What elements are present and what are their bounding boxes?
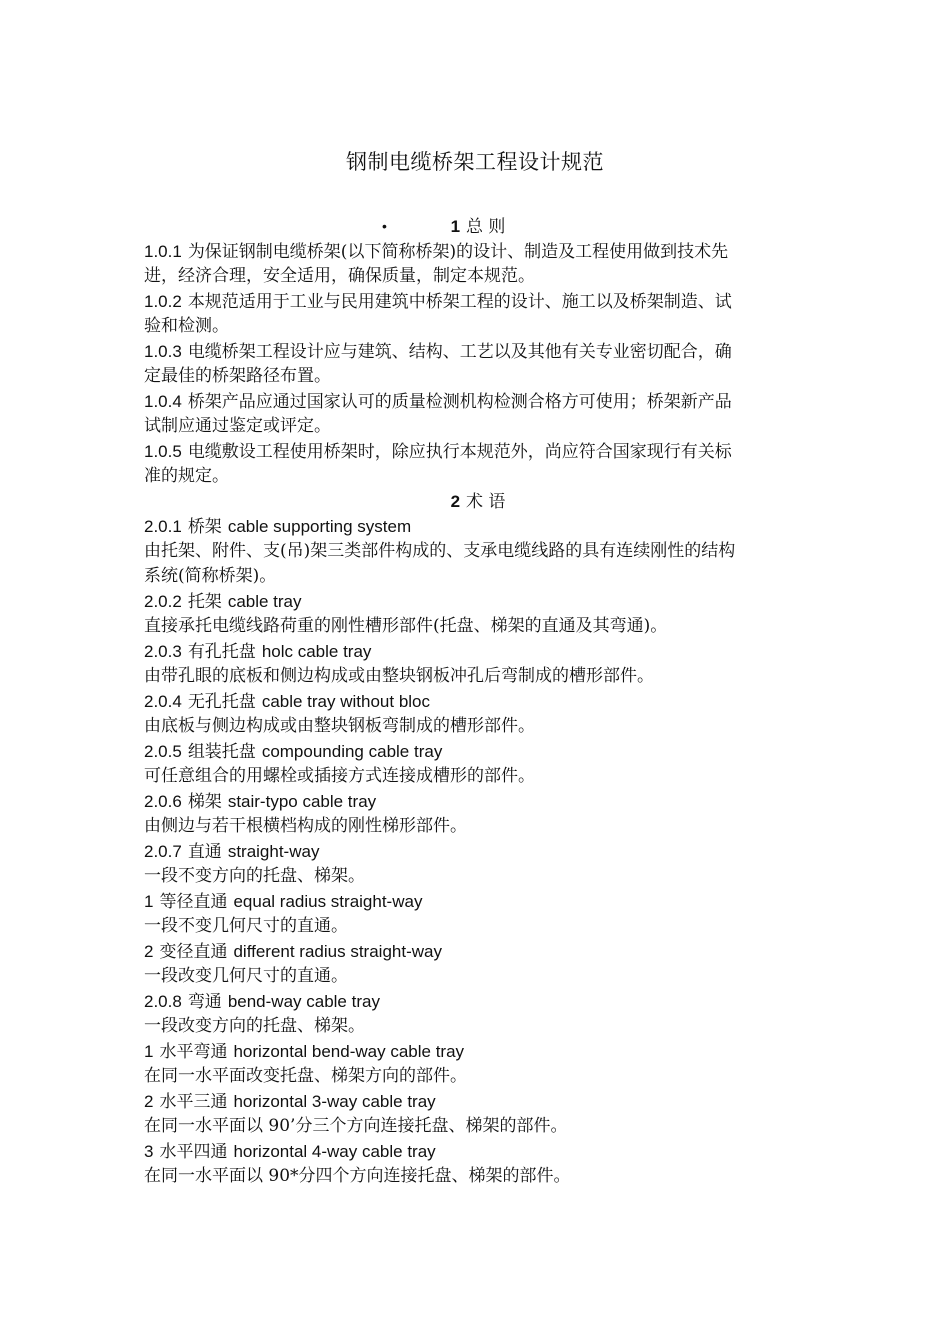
term-number: 2.0.5 xyxy=(144,742,182,761)
definition-line xyxy=(144,914,812,939)
term-chinese: 托架 xyxy=(187,592,222,612)
term-chinese: 水平弯通 xyxy=(159,1042,228,1062)
definition-text: 可任意组合的用螺栓或插接方式连接成槽形的部件。 xyxy=(144,766,535,786)
term-english: cable tray without bloc xyxy=(261,692,431,711)
term-chinese: 梯架 xyxy=(187,792,222,812)
clause-line xyxy=(144,314,812,339)
clause-text: 准的规定。 xyxy=(144,466,229,486)
definition-line xyxy=(144,964,812,989)
definition-line xyxy=(144,664,812,689)
term-chinese: 组装托盘 xyxy=(187,742,256,762)
clause-line xyxy=(144,439,812,464)
definition-text: 一段改变几何尺寸的直通。 xyxy=(144,966,348,986)
clause-text: 电缆敷设工程使用桥架时，除应执行本规范外，尚应符合国家现行有关标 xyxy=(187,442,732,462)
term-chinese: 等径直通 xyxy=(159,892,228,912)
term-english: cable tray xyxy=(227,592,302,611)
term-english: horizontal 3-way cable tray xyxy=(233,1092,436,1111)
clause-number: 1.0.3 xyxy=(144,342,182,361)
term-number: 2.0.7 xyxy=(144,842,182,861)
definition-text: 由托架、附件、支(吊)架三类部件构成的、支承电缆线路的具有连续刚性的结构 xyxy=(144,541,736,561)
clause-line xyxy=(144,364,812,389)
clause-number: 1.0.1 xyxy=(144,242,182,261)
term-number: 2 xyxy=(144,1092,154,1111)
term-chinese: 弯通 xyxy=(187,992,222,1012)
section-heading-2 xyxy=(144,489,812,514)
definition-line xyxy=(144,614,812,639)
term-english: equal radius straight-way xyxy=(233,892,423,911)
clause-number: 1.0.2 xyxy=(144,292,182,311)
term-line xyxy=(144,589,812,614)
section-number: 2 xyxy=(450,492,461,511)
section-1-clauses xyxy=(144,239,812,489)
definition-text: 由底板与侧边构成或由整块钢板弯制成的槽形部件。 xyxy=(144,716,535,736)
section-heading-1 xyxy=(144,214,812,239)
term-chinese: 有孔托盘 xyxy=(187,642,256,662)
clause-text: 为保证钢制电缆桥架(以下简称桥架)的设计、制造及工程使用做到技术先 xyxy=(187,242,729,262)
term-line xyxy=(144,639,812,664)
clause-number: 1.0.4 xyxy=(144,392,182,411)
definition-line xyxy=(144,1114,812,1139)
term-number: 2.0.4 xyxy=(144,692,182,711)
definition-text: 在同一水平面改变托盘、梯架方向的部件。 xyxy=(144,1066,467,1086)
clause-line xyxy=(144,414,812,439)
definition-line xyxy=(144,564,812,589)
term-line xyxy=(144,1139,812,1164)
term-line xyxy=(144,989,812,1014)
section-title: 术 语 xyxy=(466,492,506,512)
term-english: holc cable tray xyxy=(261,642,372,661)
clause-line xyxy=(144,239,812,264)
definition-text: 由带孔眼的底板和侧边构成或由整块钢板冲孔后弯制成的槽形部件。 xyxy=(144,666,654,686)
term-chinese: 桥架 xyxy=(187,517,222,537)
term-english: stair-typo cable tray xyxy=(227,792,377,811)
term-line xyxy=(144,514,812,539)
term-english: cable supporting system xyxy=(227,517,412,536)
definition-text: 由侧边与若干根横档构成的刚性梯形部件。 xyxy=(144,816,467,836)
term-number: 2.0.3 xyxy=(144,642,182,661)
term-line xyxy=(144,689,812,714)
definition-text: 一段改变方向的托盘、梯架。 xyxy=(144,1016,365,1036)
definition-text: 在同一水平面以 90’分三个方向连接托盘、梯架的部件。 xyxy=(144,1116,568,1136)
clause-text: 试制应通过鉴定或评定。 xyxy=(144,416,331,436)
section-2-terms xyxy=(144,514,812,1189)
clause-line xyxy=(144,464,812,489)
definition-text: 在同一水平面以 90*分四个方向连接托盘、梯架的部件。 xyxy=(144,1166,571,1186)
term-line xyxy=(144,789,812,814)
definition-line xyxy=(144,764,812,789)
clause-line xyxy=(144,339,812,364)
clause-text: 验和检测。 xyxy=(144,316,229,336)
term-number: 2 xyxy=(144,942,154,961)
term-number: 2.0.8 xyxy=(144,992,182,1011)
clause-text: 桥架产品应通过国家认可的质量检测机构检测合格方可使用；桥架新产品 xyxy=(187,392,732,412)
term-number: 2.0.2 xyxy=(144,592,182,611)
clause-text: 电缆桥架工程设计应与建筑、结构、工艺以及其他有关专业密切配合，确 xyxy=(187,342,732,362)
term-line xyxy=(144,889,812,914)
definition-line xyxy=(144,1014,812,1039)
definition-line xyxy=(144,814,812,839)
term-chinese: 直通 xyxy=(187,842,222,862)
term-english: horizontal 4-way cable tray xyxy=(233,1142,436,1161)
term-chinese: 变径直通 xyxy=(159,942,228,962)
definition-line xyxy=(144,1164,812,1189)
term-line xyxy=(144,739,812,764)
term-english: straight-way xyxy=(227,842,320,861)
term-line xyxy=(144,839,812,864)
term-number: 1 xyxy=(144,1042,154,1061)
term-line xyxy=(144,939,812,964)
clause-number: 1.0.5 xyxy=(144,442,182,461)
section-number: 1 xyxy=(450,217,461,236)
term-english: bend-way cable tray xyxy=(227,992,380,1011)
clause-text: 进，经济合理，安全适用，确保质量，制定本规范。 xyxy=(144,266,535,286)
definition-text: 一段不变方向的托盘、梯架。 xyxy=(144,866,365,886)
definition-line xyxy=(144,864,812,889)
term-english: different radius straight-way xyxy=(233,942,442,961)
bullet-icon: • xyxy=(382,218,387,234)
term-english: compounding cable tray xyxy=(261,742,443,761)
definition-line xyxy=(144,539,812,564)
document-body xyxy=(144,214,812,1189)
term-number: 1 xyxy=(144,892,154,911)
definition-line xyxy=(144,714,812,739)
term-line xyxy=(144,1089,812,1114)
term-english: horizontal bend-way cable tray xyxy=(233,1042,465,1061)
term-line xyxy=(144,1039,812,1064)
definition-line xyxy=(144,1064,812,1089)
document-title: 钢制电缆桥架工程设计规范 xyxy=(346,150,604,174)
term-number: 2.0.1 xyxy=(144,517,182,536)
term-chinese: 无孔托盘 xyxy=(187,692,256,712)
clause-line xyxy=(144,389,812,414)
clause-text: 本规范适用于工业与民用建筑中桥架工程的设计、施工以及桥架制造、试 xyxy=(187,292,732,312)
term-number: 3 xyxy=(144,1142,154,1161)
term-chinese: 水平四通 xyxy=(159,1142,228,1162)
clause-text: 定最佳的桥架路径布置。 xyxy=(144,366,331,386)
definition-text: 直接承托电缆线路荷重的刚性槽形部件(托盘、梯架的直通及其弯通)。 xyxy=(144,616,668,636)
term-chinese: 水平三通 xyxy=(159,1092,228,1112)
definition-text: 系统(简称桥架)。 xyxy=(144,566,277,586)
clause-line xyxy=(144,264,812,289)
clause-line xyxy=(144,289,812,314)
term-number: 2.0.6 xyxy=(144,792,182,811)
section-title: 总 则 xyxy=(466,217,506,237)
definition-text: 一段不变几何尺寸的直通。 xyxy=(144,916,348,936)
